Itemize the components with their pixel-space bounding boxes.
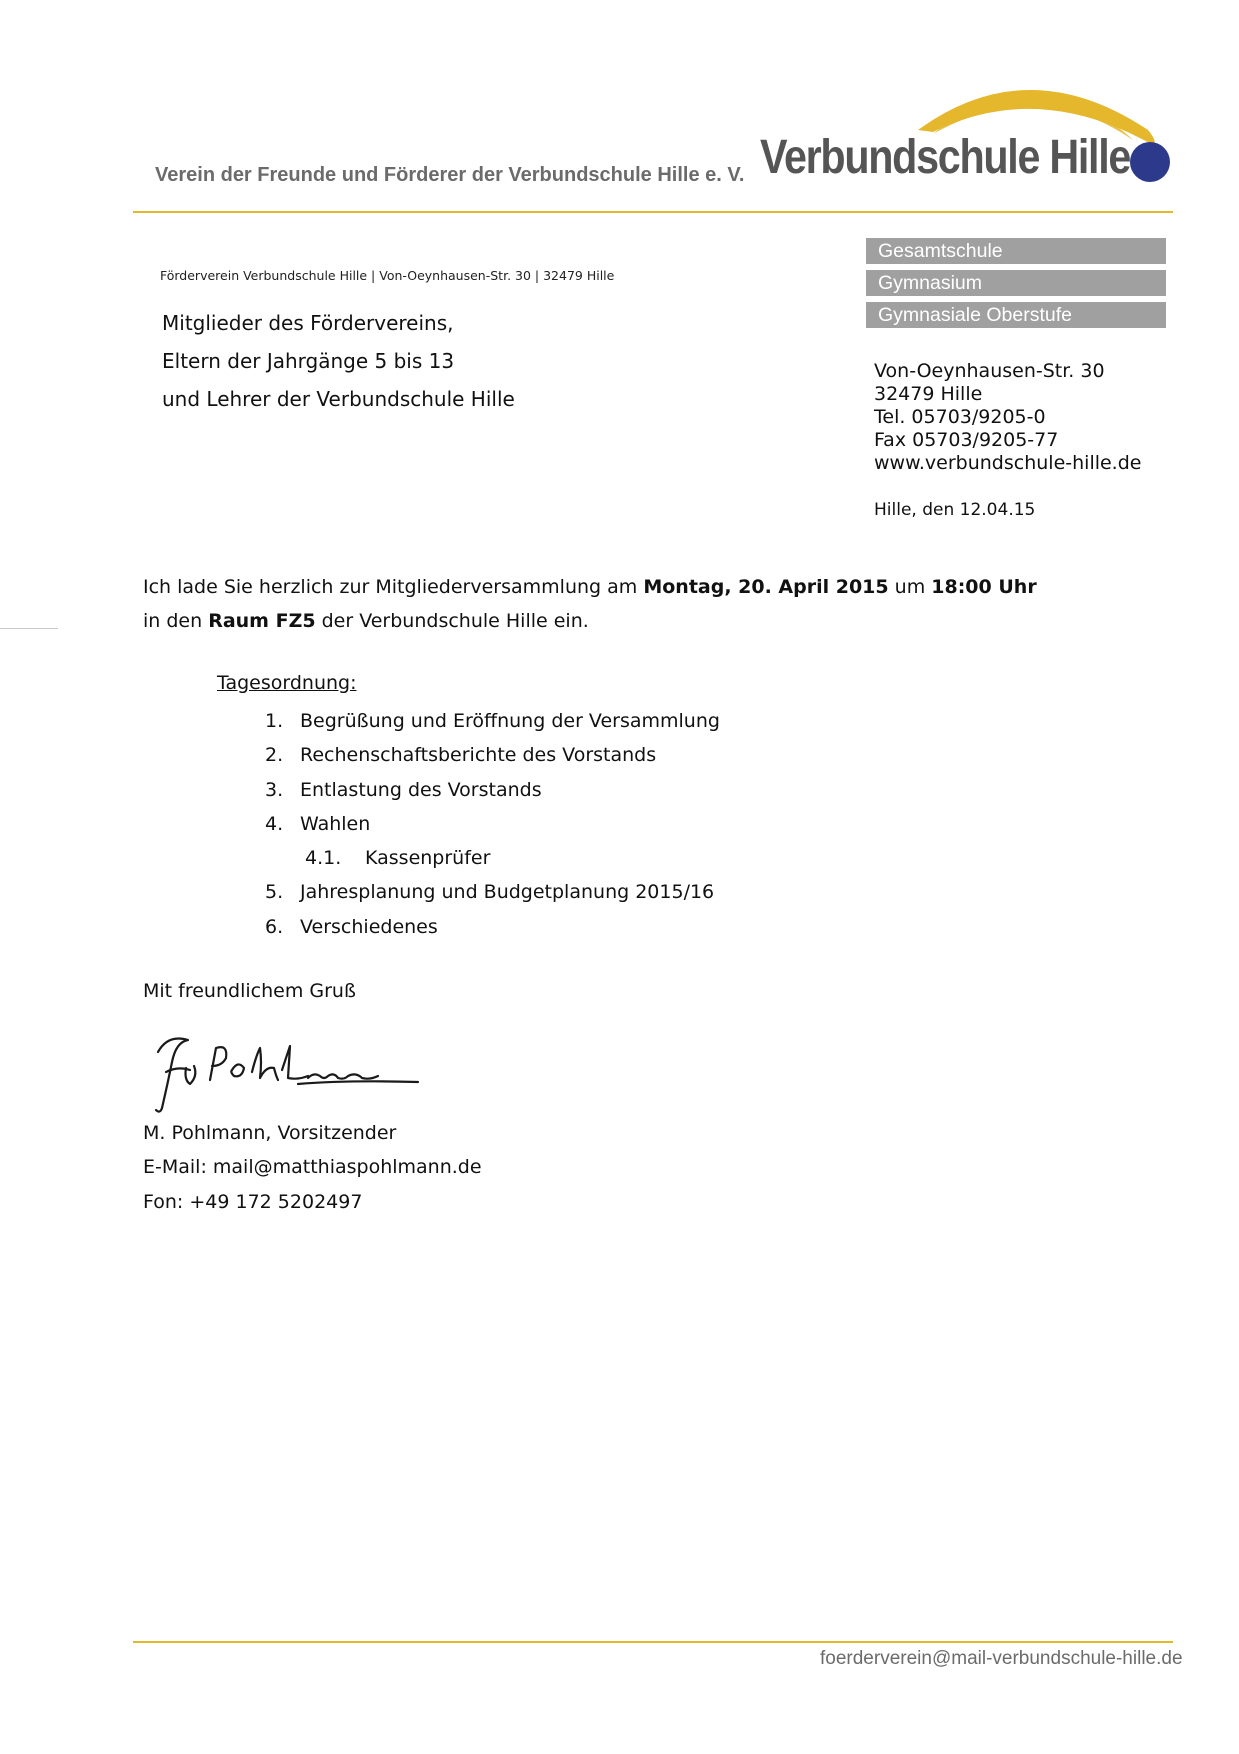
signer-name: M. Pohlmann, Vorsitzender	[143, 1122, 397, 1144]
agenda-item: 6. Verschiedenes	[265, 915, 438, 938]
school-address	[874, 360, 1141, 475]
recipient-line: Mitglieder des Fördervereins,	[162, 311, 454, 335]
agenda-item: 2. Rechenschaftsberichte des Vorstands	[265, 744, 657, 767]
address-fax: Fax 05703/9205-77	[874, 429, 1059, 451]
handwritten-signature	[148, 1022, 448, 1122]
logo-ball	[1130, 142, 1170, 182]
signer-email: E-Mail: mail@matthiaspohlmann.de	[143, 1156, 482, 1179]
recipient-line: Eltern der Jahrgänge 5 bis 13	[162, 349, 455, 373]
address-web: www.verbundschule-hille.de	[874, 452, 1142, 474]
footer-email: foerderverein@mail-verbundschule-hille.de	[820, 1648, 1183, 1669]
sender-line: Förderverein Verbundschule Hille | Von-Oeynhausen-Str. 30 | 32479 Hille	[160, 268, 615, 283]
logo-text: Verbundschule Hille	[760, 131, 1131, 184]
agenda-item: 3. Entlastung des Vorstands	[265, 778, 542, 801]
agenda-subitem: 4.1. Kassenprüfer	[305, 847, 491, 870]
address-street: Von-Oeynhausen-Str. 30	[874, 360, 1105, 382]
invitation-text	[143, 570, 1037, 638]
meeting-time: 18:00 Uhr	[931, 576, 1037, 598]
meeting-date: Montag, 20. April 2015	[643, 576, 889, 598]
school-type-bar: Gymnasiale Oberstufe	[866, 302, 1166, 328]
agenda-item: 1. Begrüßung und Eröffnung der Versammlung	[265, 710, 720, 732]
header-divider	[133, 211, 1173, 213]
agenda-item: 5. Jahresplanung und Budgetplanung 2015/16	[265, 881, 715, 904]
agenda-list	[265, 704, 720, 944]
school-type-bar: Gesamtschule	[866, 238, 1166, 264]
invitation-line-2: in den Raum FZ5 der Verbundschule Hille ein.	[143, 610, 589, 632]
invitation-line-1: Ich lade Sie herzlich zur Mitgliederversammlung am Montag, 20. April 2015 um 18:00 Uhr	[143, 576, 1037, 598]
school-type-bar: Gymnasium	[866, 270, 1166, 296]
signer-phone: Fon: +49 172 5202497	[143, 1190, 363, 1213]
letter-date: Hille, den 12.04.15	[874, 500, 1036, 520]
closing-greeting: Mit freundlichem Gruß	[143, 980, 356, 1002]
agenda-item: 4. Wahlen	[265, 812, 371, 835]
organization-name: Verein der Freunde und Förderer der Verbundschule Hille e. V.	[155, 164, 745, 186]
school-types	[866, 238, 1166, 334]
footer-divider	[133, 1641, 1173, 1643]
agenda-title: Tagesordnung:	[217, 672, 357, 694]
signer-block	[143, 1116, 482, 1219]
recipient-block	[162, 304, 515, 418]
meeting-room: Raum FZ5	[208, 610, 316, 632]
fold-mark	[0, 628, 58, 629]
address-tel: Tel. 05703/9205-0	[874, 406, 1046, 428]
address-city: 32479 Hille	[874, 383, 983, 405]
recipient-line: und Lehrer der Verbundschule Hille	[162, 387, 515, 411]
